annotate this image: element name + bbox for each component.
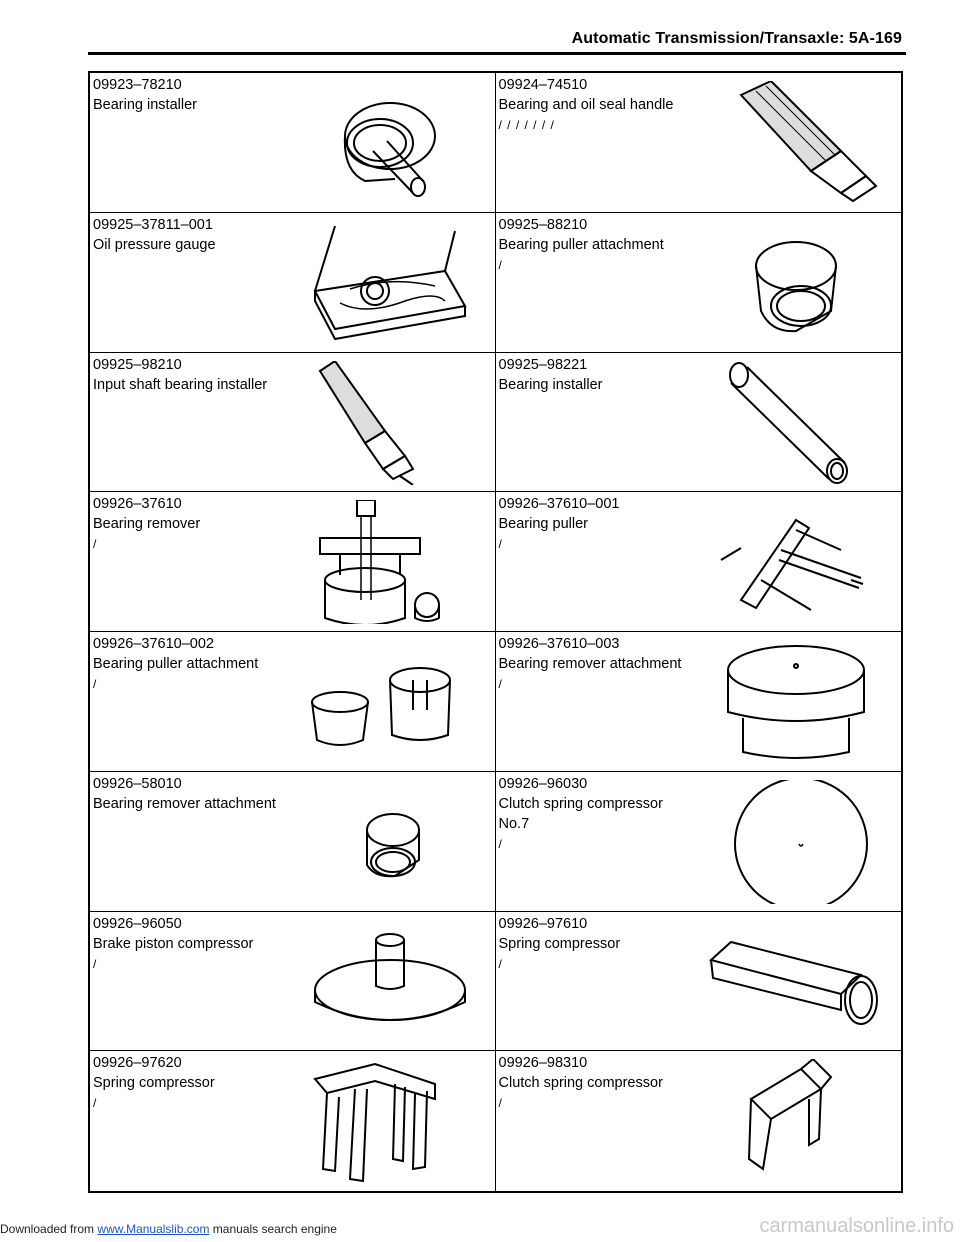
tool-name: Bearing installer — [93, 97, 197, 113]
tool-part-number: 09923–78210 — [93, 77, 182, 93]
special-tools-table — [88, 71, 903, 1193]
small-attachment-illustration — [295, 780, 485, 904]
bracket-compressor-illustration — [701, 1059, 891, 1183]
tool-reference-links[interactable]: / — [498, 1096, 503, 1111]
tool-name: Clutch spring compressor — [498, 1075, 663, 1092]
tool-name: Bearing puller attachment — [93, 656, 259, 672]
tool-cell — [496, 213, 902, 353]
bearing-puller-illustration — [701, 500, 891, 624]
oil-pressure-gauge-kit-illustration — [295, 221, 485, 345]
tool-part-number: 09926–37610–003 — [498, 636, 620, 652]
tool-part-number: 09926–58010 — [93, 775, 182, 792]
tool-part-number: 09926–37610–002 — [93, 636, 214, 652]
footer-prefix: Downloaded from — [0, 1222, 95, 1236]
compressor-plate-illustration — [701, 780, 891, 904]
bearing-remover-illustration — [295, 500, 485, 624]
footer-suffix: manuals search engine — [212, 1222, 337, 1236]
tool-part-number: 09924–74510 — [498, 77, 588, 93]
watermark: carmanualsonline.info — [759, 1215, 954, 1237]
tool-reference-links[interactable]: / / / / / / / — [498, 118, 555, 132]
tool-reference-links[interactable]: / — [498, 677, 503, 691]
tool-part-number: 09926–37610–001 — [498, 496, 620, 513]
sleeve-compressor-illustration — [701, 920, 891, 1044]
tool-name: Bearing remover attachment — [93, 795, 276, 812]
tool-cell — [496, 492, 902, 632]
tool-cell — [496, 772, 902, 912]
tool-name: Spring compressor — [498, 935, 621, 952]
tool-reference-links[interactable]: / — [93, 1096, 98, 1111]
tool-reference-links[interactable]: / — [93, 537, 98, 552]
tool-part-number: 09925–37811–001 — [93, 216, 213, 233]
tool-name: Bearing and oil seal handle — [498, 97, 674, 113]
tool-reference-links[interactable]: / — [498, 257, 503, 272]
manualslib-link[interactable]: www.Manualslib.com — [97, 1222, 210, 1236]
tool-reference-links[interactable]: / — [498, 537, 503, 552]
header-rule — [88, 52, 906, 55]
tool-cell — [90, 73, 496, 213]
tool-name: Bearing puller attachment — [498, 236, 664, 253]
puller-attachment-illustration — [701, 221, 891, 345]
tool-cell — [90, 632, 496, 772]
piston-compressor-illustration — [295, 920, 485, 1044]
tool-cell — [90, 912, 496, 1052]
tool-part-number: 09925–98221 — [498, 356, 588, 373]
fork-compressor-illustration — [295, 1059, 485, 1183]
tool-name: Brake piston compressor — [93, 935, 254, 952]
page-header-title: Automatic Transmission/Transaxle: 5A-169 — [571, 30, 902, 47]
tool-part-number: 09925–98210 — [93, 356, 182, 373]
tool-reference-links[interactable]: / — [93, 677, 98, 691]
tool-reference-links[interactable]: / — [93, 956, 98, 971]
tool-part-number: 09925–88210 — [498, 216, 588, 233]
tool-part-number: 09926–98310 — [498, 1055, 588, 1072]
tube-installer-illustration — [701, 361, 891, 485]
tool-name: Bearing installer — [498, 376, 603, 393]
tool-part-number: 09926–37610 — [93, 496, 182, 513]
tool-name: Input shaft bearing installer — [93, 376, 268, 393]
tool-reference-links[interactable]: / — [498, 836, 503, 851]
tool-name: Bearing puller — [498, 516, 588, 533]
split-ring-attachment-illustration — [295, 640, 485, 764]
shaft-installer-illustration — [295, 361, 485, 485]
tool-name: Bearing remover attachment — [498, 656, 682, 672]
tool-part-number: 09926–97620 — [93, 1055, 182, 1072]
tool-part-number: 09926–96050 — [93, 915, 182, 932]
tool-cell — [496, 73, 902, 213]
bearing-installer-illustration — [295, 81, 485, 205]
handle-illustration — [701, 81, 891, 205]
tool-reference-links[interactable]: / — [498, 956, 503, 971]
tool-cell — [496, 912, 902, 1052]
tool-name: Spring compressor — [93, 1075, 215, 1092]
tool-name: Clutch spring compressor — [498, 795, 663, 812]
tool-cell — [90, 353, 496, 493]
tool-name: Oil pressure gauge — [93, 236, 216, 253]
tool-name-line2: No.7 — [498, 815, 530, 832]
remover-attachment-illustration — [701, 640, 891, 764]
tool-cell — [90, 492, 496, 632]
tool-part-number: 09926–96030 — [498, 775, 588, 792]
tool-cell — [496, 353, 902, 493]
page-footer — [0, 1222, 337, 1236]
tool-cell — [496, 1051, 902, 1191]
tool-name: Bearing remover — [93, 516, 201, 533]
tool-cell — [496, 632, 902, 772]
tool-part-number: 09926–97610 — [498, 915, 588, 932]
tool-cell — [90, 1051, 496, 1191]
tool-cell — [90, 772, 496, 912]
tool-cell — [90, 213, 496, 353]
